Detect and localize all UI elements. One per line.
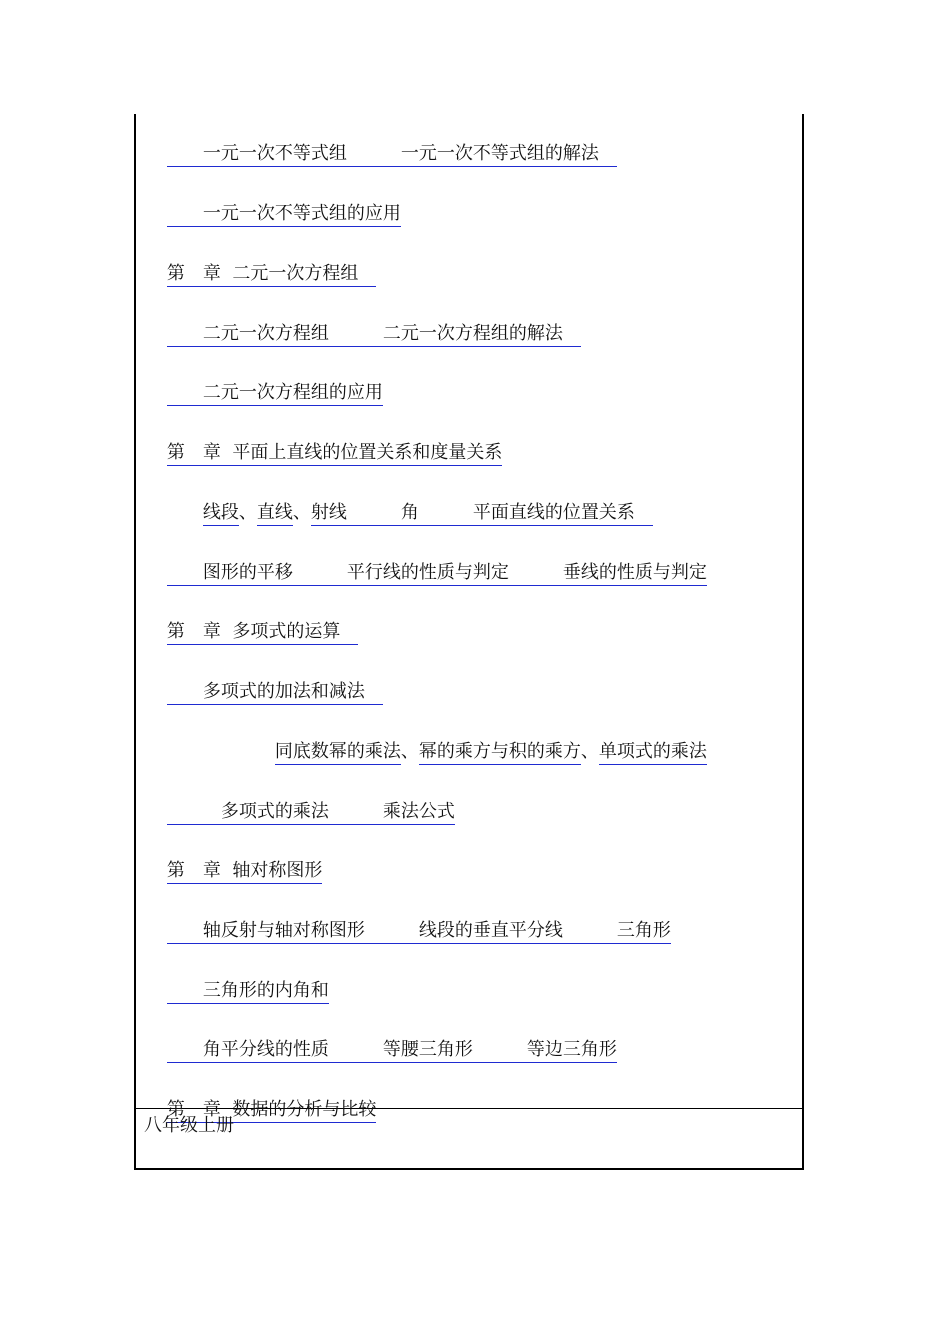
toc-line-8[interactable] (144, 540, 707, 583)
toc-link[interactable]: 第 章 平面上直线的位置关系和度量关系 (167, 442, 502, 466)
toc-line-11[interactable] (144, 719, 707, 762)
toc-link[interactable]: 多项式的乘法 乘法公式 (167, 801, 455, 825)
toc-line-12[interactable] (144, 779, 455, 822)
toc-link[interactable]: 第 章 轴对称图形 (167, 860, 322, 884)
toc-line-10[interactable] (144, 659, 383, 702)
toc-link[interactable]: 第 章 数据的分析与比较 (167, 1099, 376, 1123)
toc-line-7[interactable] (144, 480, 653, 523)
toc-separator: 、 (400, 741, 419, 762)
toc-indent (167, 502, 203, 524)
toc-link[interactable]: 幂的乘方与积的乘方 (419, 741, 581, 765)
toc-link[interactable]: 三角形的内角和 (167, 980, 329, 1004)
toc-line-4[interactable] (144, 301, 581, 344)
toc-line-5[interactable] (144, 360, 383, 403)
grade-label: 八年级上册 (144, 1115, 234, 1136)
toc-separator: 、 (580, 741, 599, 762)
toc-link[interactable]: 图形的平移 平行线的性质与判定 垂线的性质与判定 (167, 562, 707, 586)
toc-link[interactable]: 一元一次不等式组的应用 (167, 203, 401, 227)
toc-line-13[interactable] (144, 838, 323, 881)
toc-link[interactable]: 同底数幂的乘法 (275, 741, 401, 765)
toc-line-3[interactable] (144, 241, 377, 284)
toc-link[interactable]: 轴反射与轴对称图形 线段的垂直平分线 三角形 (167, 920, 671, 944)
toc-link[interactable]: 单项式的乘法 (599, 741, 707, 765)
toc-link[interactable]: 二元一次方程组的应用 (167, 382, 383, 406)
toc-link[interactable]: 一元一次不等式组 一元一次不等式组的解法 (167, 143, 617, 167)
toc-indent (167, 741, 275, 763)
toc-line-15[interactable] (144, 958, 329, 1001)
toc-link[interactable]: 二元一次方程组 二元一次方程组的解法 (167, 323, 581, 347)
toc-link[interactable]: 多项式的加法和减法 (167, 681, 383, 705)
toc-line-14[interactable] (144, 898, 671, 941)
toc-link[interactable]: 射线 角 平面直线的位置关系 (311, 502, 653, 526)
toc-link[interactable]: 第 章 多项式的运算 (167, 621, 358, 645)
toc-line-2[interactable] (144, 181, 401, 224)
toc-link[interactable]: 第 章 二元一次方程组 (167, 263, 376, 287)
toc-line-9[interactable] (144, 599, 359, 642)
toc-line-6[interactable] (144, 420, 503, 463)
toc-line-16[interactable] (144, 1017, 617, 1060)
toc-link[interactable]: 角平分线的性质 等腰三角形 等边三角形 (167, 1039, 617, 1063)
toc-line-1[interactable] (144, 121, 617, 164)
toc-separator: 、 (238, 502, 257, 523)
toc-line-17[interactable] (144, 1077, 377, 1120)
toc-separator: 、 (292, 502, 311, 523)
toc-link[interactable]: 直线 (257, 502, 293, 526)
toc-link[interactable]: 线段 (203, 502, 239, 526)
